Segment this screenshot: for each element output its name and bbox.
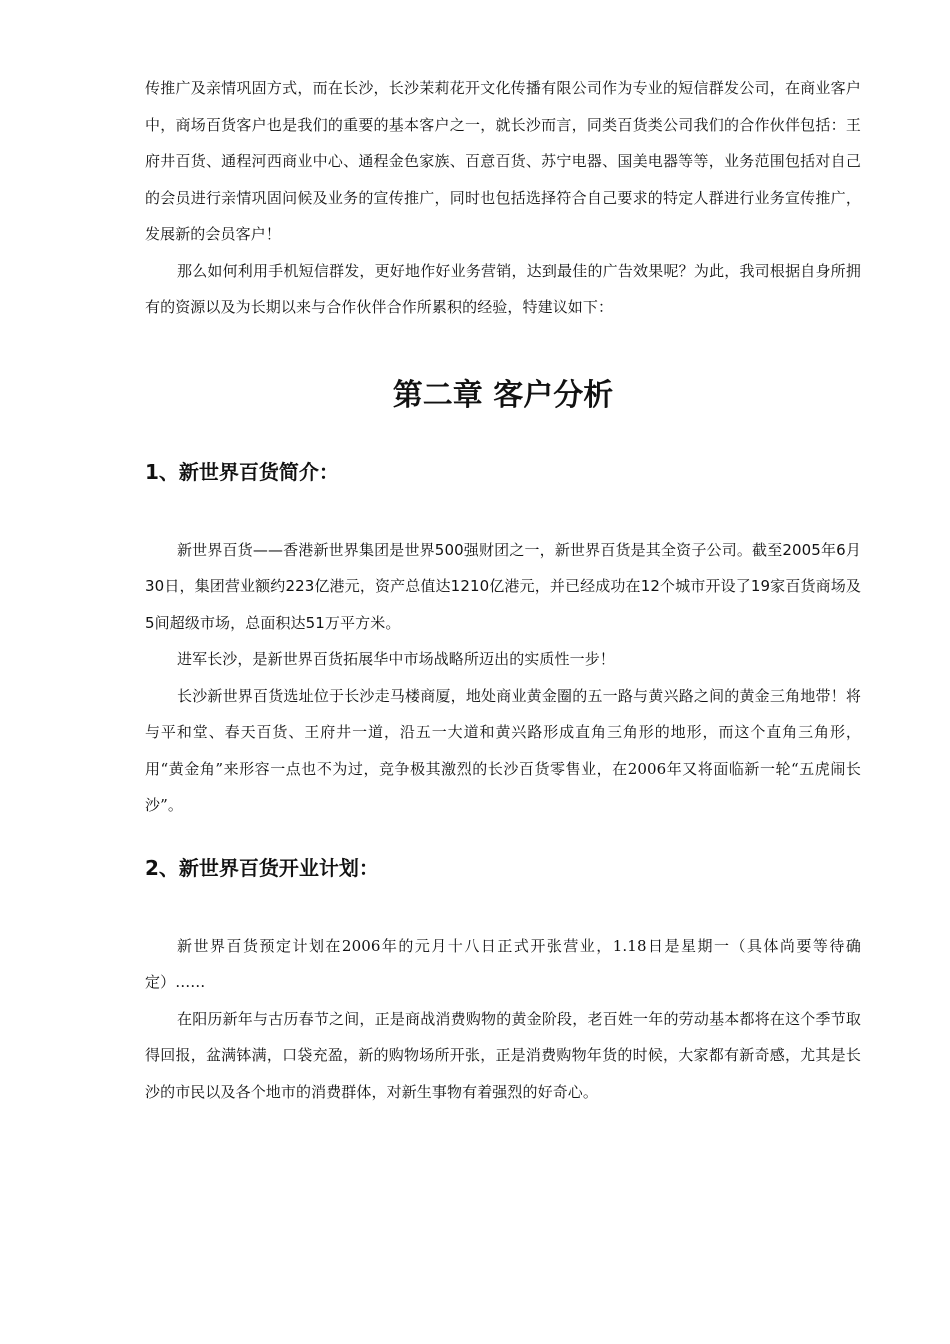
section-heading: 2、新世界百货开业计划： [145,855,379,880]
document-page [145,70,861,1110]
spacer [145,882,861,928]
spacer [145,486,861,532]
body-paragraph: 在阳历新年与古历春节之间，正是商战消费购物的黄金阶段，老百姓一年的劳动基本都将在这个季节取得回报，盆满钵满，口袋充盈，新的购物场所开张，正是消费购物年货的时候，大家都有新奇感，尤其是长沙的市民以及各个地市的消费群体，对新生事物有着强烈的好奇心。 [145,1009,861,1101]
intro-paragraph: 传推广及亲情巩固方式，而在长沙，长沙茉莉花开文化传播有限公司作为专业的短信群发公司，在商业客户中，商场百货客户也是我们的重要的基本客户之一，就长沙而言，同类百货类公司我们的合作伙伴包括：王府井百货、通程河西商业中心、通程金色家族、百意百货、苏宁电器、国美电器等等，业务范围包括对自己的会员进行亲情巩固问候及业务的宣传推广，同时也包括选择符合自己要求的特定人群进行业务宣传推广，发展新的会员客户！ [145,79,861,243]
body-paragraph: 新世界百货预定计划在2006年的元月十八日正式开张营业，1.18日是星期一（具体尚要等待确定）…… [145,936,861,991]
body-paragraph: 进军长沙，是新世界百货拓展华中市场战略所迈出的实质性一步！ [177,650,615,668]
intro-paragraph: 那么如何利用手机短信群发，更好地作好业务营销，达到最佳的广告效果呢？为此，我司根据自身所拥有的资源以及为长期以来与合作伙伴合作所累积的经验，特建议如下： [145,261,861,316]
body-paragraph: 新世界百货——香港新世界集团是世界500强财团之一，新世界百货是其全资子公司。截至2005年6月30日，集团营业额约223亿港元，资产总值达1210亿港元，并已经成功在12个城市开设了19家百货商场及5间超级市场，总面积达51万平方米。 [145,540,861,632]
body-paragraph: 长沙新世界百货选址位于长沙走马楼商厦，地处商业黄金圈的五一路与黄兴路之间的黄金三角地带！将与平和堂、春天百货、王府井一道，沿五一大道和黄兴路形成直角三角形的地形，而这个直角三角形，用“黄金角”来形容一点也不为过，竞争极其激烈的长沙百货零售业，在2006年又将面临新一轮“五虎闹长沙”。 [145,686,861,814]
spacer [145,326,861,376]
chapter-title: 第二章 客户分析 [392,377,614,413]
section-heading: 1、新世界百货简介： [145,459,339,484]
spacer [145,824,861,854]
spacer [145,416,861,458]
